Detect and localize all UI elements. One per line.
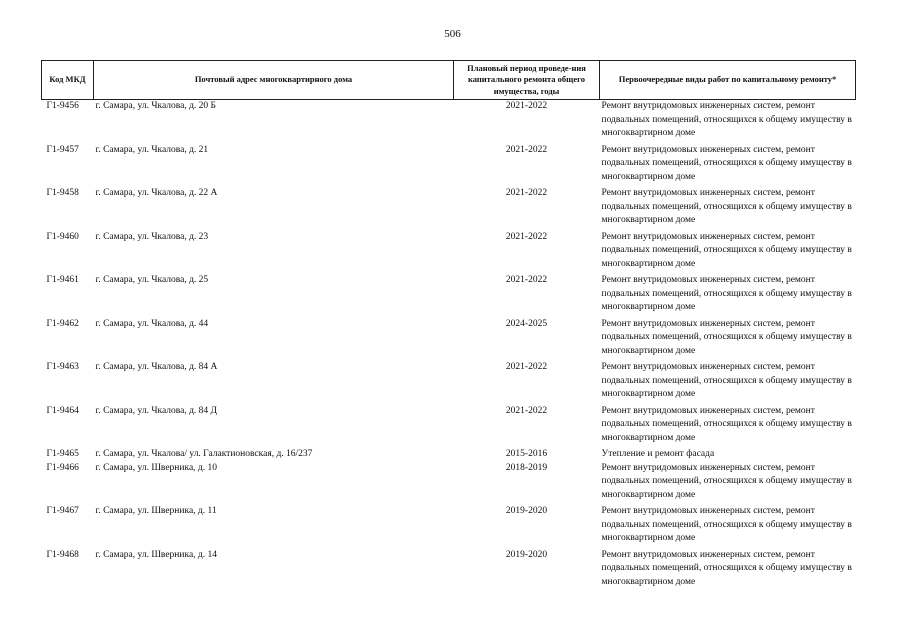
table-row — [42, 144, 856, 188]
table-row — [42, 462, 856, 506]
cell-code: Г1-9461 — [46, 275, 79, 285]
cell-address: г. Самара, ул. Чкалова, д. 20 Б — [95, 101, 217, 111]
cell-works: Ремонт внутридомовых инженерных систем, ремонт подвальных помещений, относящихся к общему имуществу в многоквартирном доме — [601, 462, 852, 500]
table-row — [42, 231, 856, 275]
cell-address: г. Самара, ул. Чкалова, д. 22 А — [95, 188, 218, 198]
cell-address: г. Самара, ул. Шверника, д. 10 — [95, 462, 218, 473]
cell-works: Ремонт внутридомовых инженерных систем, ремонт подвальных помещений, относящихся к общему имуществу в многоквартирном доме — [601, 231, 852, 269]
cell-code: Г1-9458 — [46, 188, 79, 198]
cell-address: г. Самара, ул. Чкалова, д. 21 — [95, 144, 209, 155]
page-number: 506 — [444, 28, 461, 40]
cell-address: г. Самара, ул. Чкалова, д. 44 — [95, 318, 209, 329]
table-row — [42, 549, 856, 590]
table-row — [42, 448, 856, 462]
table-row — [42, 405, 856, 449]
table-row — [42, 505, 856, 549]
cell-code: Г1-9465 — [46, 449, 79, 459]
cell-period: 2019-2020 — [505, 549, 548, 560]
table-header — [42, 61, 856, 100]
cell-period: 2018-2019 — [505, 462, 548, 473]
cell-works: Ремонт внутридомовых инженерных систем, ремонт подвальных помещений, относящихся к общему имуществу в многоквартирном доме — [601, 101, 852, 138]
header-works: Первоочередные виды работ по капитальному ремонту* — [600, 61, 856, 100]
capital-repair-table — [41, 60, 856, 589]
cell-works: Утепление и ремонт фасада — [601, 449, 715, 459]
cell-works: Ремонт внутридомовых инженерных систем, ремонт подвальных помещений, относящихся к общему имуществу в многоквартирном доме — [601, 506, 852, 543]
cell-works: Ремонт внутридомовых инженерных систем, ремонт подвальных помещений, относящихся к общему имуществу в многоквартирном доме — [601, 405, 852, 443]
cell-period: 2021-2022 — [505, 101, 548, 111]
cell-works: Ремонт внутридомовых инженерных систем, ремонт подвальных помещений, относящихся к общему имуществу в многоквартирном доме — [601, 144, 852, 182]
cell-address: г. Самара, ул. Шверника, д. 11 — [95, 506, 217, 516]
cell-period: 2021-2022 — [505, 275, 548, 285]
cell-code: Г1-9463 — [46, 362, 79, 372]
table-row — [42, 361, 856, 405]
header-row — [42, 61, 856, 100]
cell-address: г. Самара, ул. Шверника, д. 14 — [95, 549, 218, 560]
cell-address: г. Самара, ул. Чкалова, д. 84 Д — [95, 405, 218, 416]
cell-code: Г1-9468 — [46, 549, 79, 560]
cell-code: Г1-9466 — [46, 462, 79, 473]
cell-period: 2021-2022 — [505, 144, 548, 155]
table-row — [42, 187, 856, 231]
table-row — [42, 318, 856, 362]
cell-period: 2021-2022 — [505, 405, 548, 416]
cell-code: Г1-9467 — [46, 506, 79, 516]
cell-period: 2021-2022 — [505, 231, 548, 242]
cell-code: Г1-9462 — [46, 318, 79, 329]
cell-address: г. Самара, ул. Чкалова, д. 23 — [95, 231, 209, 242]
cell-works: Ремонт внутридомовых инженерных систем, ремонт подвальных помещений, относящихся к общему имуществу в многоквартирном доме — [601, 362, 852, 399]
cell-works: Ремонт внутридомовых инженерных систем, ремонт подвальных помещений, относящихся к общему имуществу в многоквартирном доме — [601, 188, 852, 225]
cell-period: 2019-2020 — [505, 506, 548, 516]
cell-works: Ремонт внутридомовых инженерных систем, ремонт подвальных помещений, относящихся к общему имуществу в многоквартирном доме — [601, 549, 852, 587]
cell-code: Г1-9460 — [46, 231, 79, 242]
cell-code: Г1-9457 — [46, 144, 79, 155]
cell-period: 2021-2022 — [505, 362, 548, 372]
header-code: Код МКД — [42, 61, 94, 100]
cell-works: Ремонт внутридомовых инженерных систем, ремонт подвальных помещений, относящихся к общему имуществу в многоквартирном доме — [601, 318, 852, 356]
cell-address: г. Самара, ул. Чкалова/ ул. Галактионовская, д. 16/237 — [95, 449, 313, 459]
cell-address: г. Самара, ул. Чкалова, д. 25 — [95, 275, 209, 285]
header-address: Почтовый адрес многоквартирного дома — [94, 61, 454, 100]
table-row — [42, 100, 856, 144]
cell-period: 2024-2025 — [505, 318, 548, 329]
table-row — [42, 274, 856, 318]
cell-period: 2021-2022 — [505, 188, 548, 198]
table-body — [42, 100, 856, 590]
cell-code: Г1-9464 — [46, 405, 79, 416]
cell-works: Ремонт внутридомовых инженерных систем, ремонт подвальных помещений, относящихся к общему имуществу в многоквартирном доме — [601, 275, 852, 312]
header-period: Плановый период проведе-ния капитального ремонта общего имущества, годы — [454, 61, 600, 100]
cell-code: Г1-9456 — [46, 101, 79, 111]
cell-address: г. Самара, ул. Чкалова, д. 84 А — [95, 362, 218, 372]
cell-period: 2015-2016 — [505, 449, 548, 459]
